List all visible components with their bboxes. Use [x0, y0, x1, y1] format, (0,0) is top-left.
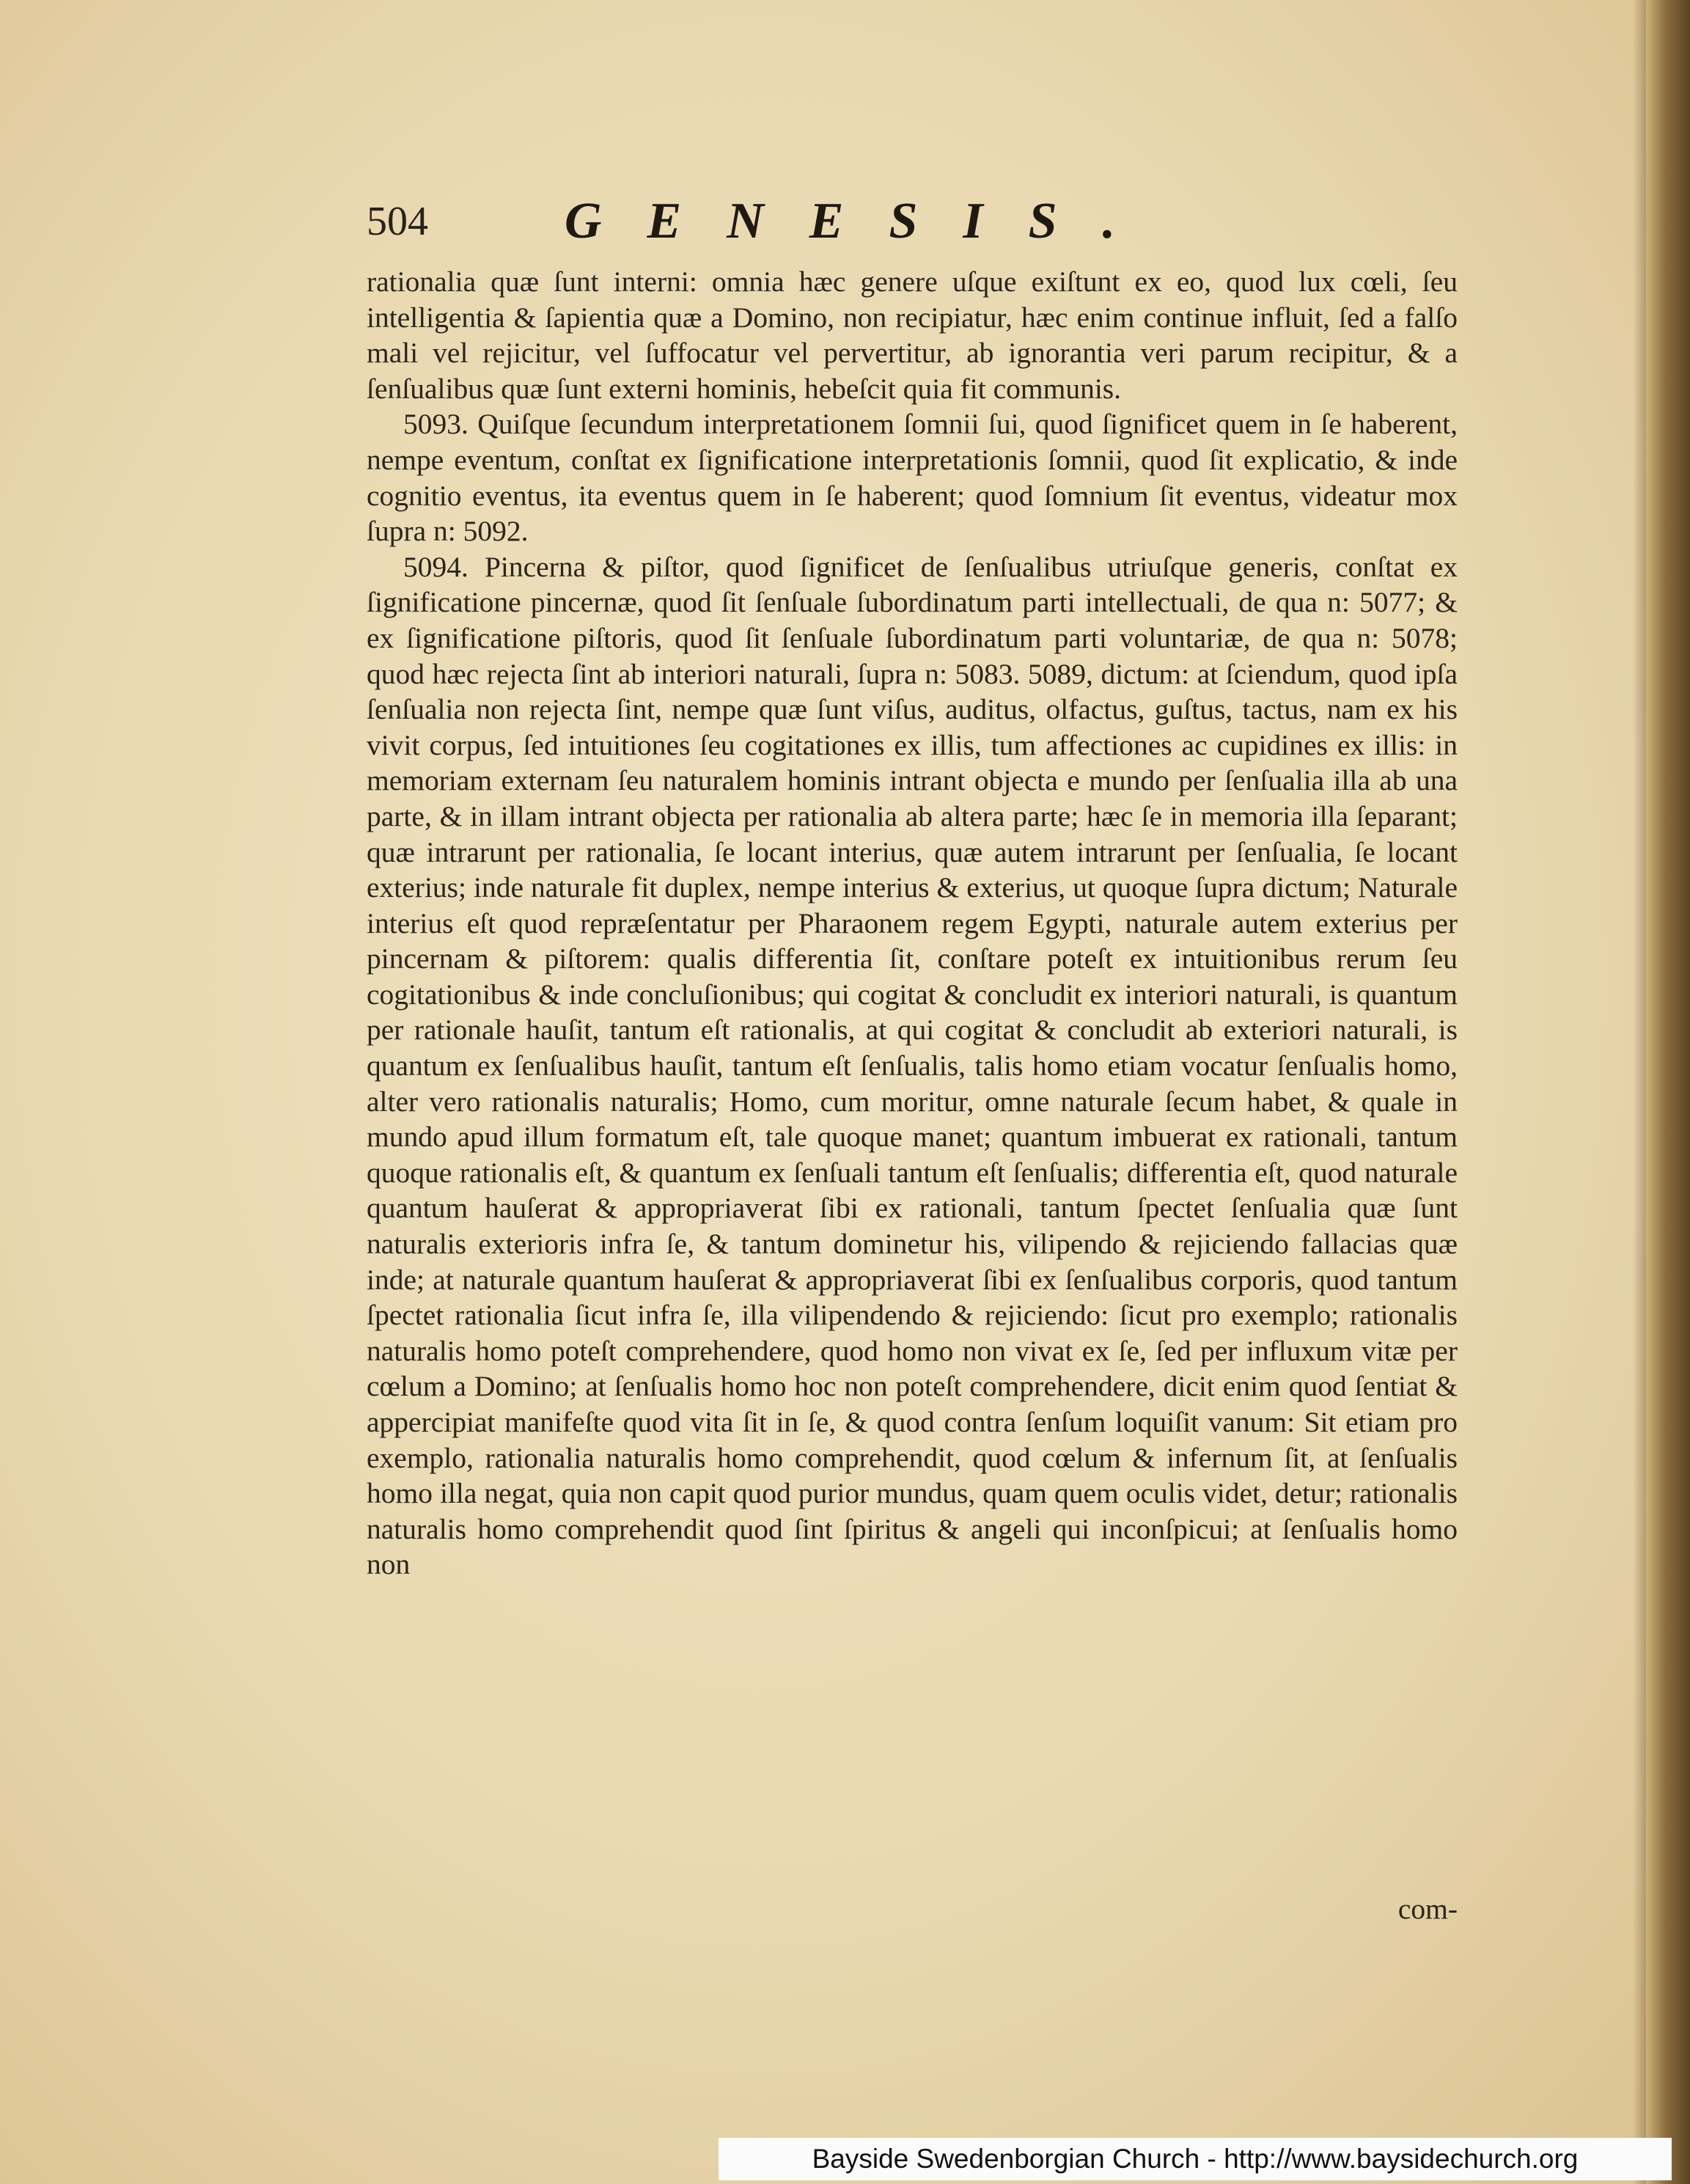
body-text [367, 264, 1458, 1583]
binding-shadow [1633, 0, 1646, 2184]
page-number: 504 [367, 199, 428, 244]
paragraph-5093: 5093. Quiſque ſecundum interpretationem ſomnii ſui, quod ſignificet quem in ſe haberent, nempe eventum, conſtat ex ſignificatione interpretationis ſomnii, quod ſit explicatio, & inde cognitio eventus, ita eventus quem in ſe haberent; quod ſomnium ſit eventus, videatur mox ſupra n: 5092. [367, 408, 1458, 548]
source-watermark: Bayside Swedenborgian Church - http://www.baysidechurch.org [719, 2138, 1672, 2180]
page-gutter [1646, 0, 1690, 2184]
running-head [367, 192, 1466, 258]
book-title: GENESIS. [565, 193, 1161, 249]
catchword: com- [1397, 1893, 1458, 1925]
paragraph-5094: 5094. Pincerna & piſtor, quod ſignificet de ſenſualibus utriuſque generis, conſtat ex ſignificatione pincernæ, quod ſit ſenſuale ſubordinatum parti intellectuali, de qua n: 5077; & ex ſignificatione piſtoris, quod ſit ſenſuale ſubordinatum parti voluntariæ, de qua n: 5078; quod hæc rejecta ſint ab interiori naturali, ſupra n: 5083. 5089, dictum: at ſciendum, quod ipſa ſenſualia non rejecta ſint, nempe quæ ſunt viſus, auditus, olfactus, guſtus, tactus, nam ex his vivit corpus, ſed intuitiones ſeu cogitationes ex illis, tum affectiones ac cupidines ex illis: in memoriam externam ſeu naturalem hominis intrant objecta e mundo per ſenſualia illa ab una parte, & in illam intrant objecta per rationalia ab altera parte; hæc ſe in memoria illa ſeparant; quæ intrarunt per rationalia, ſe locant interius, quæ autem intrarunt per ſenſualia, ſe locant exterius; inde naturale fit duplex, nempe interius & exterius, ut quoque ſupra dictum; Naturale interius eſt quod repræſentatur per Pharaonem regem Egypti, naturale autem exterius per pincernam & piſtorem: qualis differentia ſit, conſtare poteſt ex intuitionibus rerum ſeu cogitationibus & inde concluſionibus; qui cogitat & concludit ex interiori naturali, is quantum per rationale hauſit, tantum eſt rationalis, at qui cogitat & concludit ab exteriori naturali, is quantum ex ſenſualibus hauſit, tantum eſt ſenſualis, talis homo etiam vocatur ſenſualis homo, alter vero rationalis naturalis; Homo, cum moritur, omne naturale ſecum habet, & quale in mundo apud illum formatum eſt, tale quoque manet; quantum imbuerat ex rationali, tantum quoque rationalis eſt, & quantum ex ſenſuali tantum eſt ſenſualis; differentia eſt, quod naturale quantum hauſerat & appropriaverat ſibi ex rationali, tantum ſpectet ſenſualia quæ ſunt naturalis exterioris infra ſe, & tantum dominetur his, vilipendo & rejiciendo fallacias quæ inde; at naturale quantum hauſerat & appropriaverat ſibi ex ſenſualibus corporis, quod tantum ſpectet rationalia ſicut infra ſe, illa vilipendendo & rejiciendo: ſicut pro exemplo; rationalis naturalis homo poteſt comprehendere, quod homo non vivat ex ſe, ſed per influxum vitæ per cœlum a Domino; at ſenſualis homo hoc non poteſt comprehendere, dicit enim quod ſentiat & appercipiat manifeſte quod vita ſit in ſe, & quod contra ſenſum loquiſit vanum: Sit etiam pro exemplo, rationalia naturalis homo comprehendit, quod cœlum & infernum ſit, at ſenſualis homo illa negat, quia non capit quod purior mundus, quam quem oculis videt, detur; rationalis naturalis homo comprehendit quod ſint ſpiritus & angeli qui inconſpicui; at ſenſualis homo non [367, 550, 1458, 1581]
paragraph-continuation: rationalia quæ ſunt interni: omnia hæc genere uſque exiſtunt ex eo, quod lux cœli, ſeu intelligentia & ſapientia quæ a Domino, non recipiatur, hæc enim continue influit, ſed a falſo mali vel rejicitur, vel ſuffocatur vel pervertitur, ab ignorantia veri parum recipitur, & a ſenſualibus quæ ſunt externi hominis, hebeſcit quia fit communis. [367, 265, 1458, 405]
